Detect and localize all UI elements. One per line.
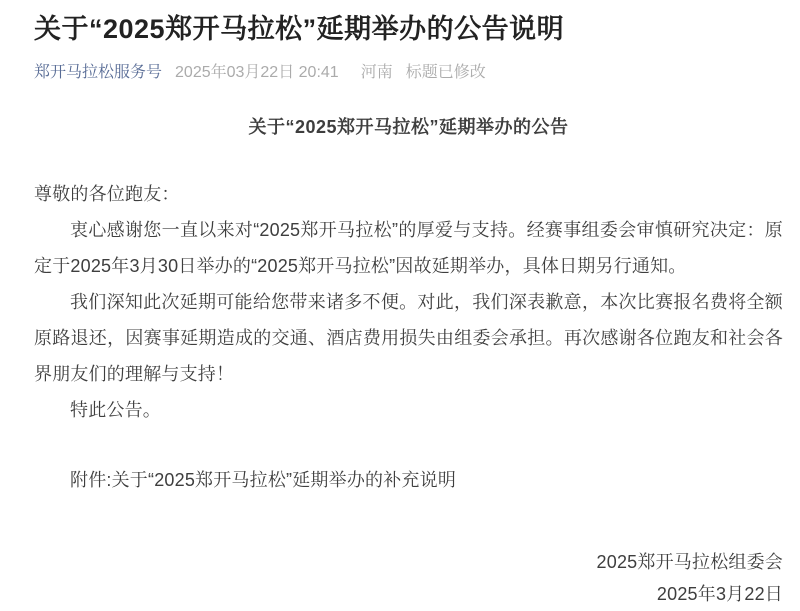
announcement-heading: 关于“2025郑开马拉松”延期举办的公告	[248, 117, 569, 137]
closing-line: 特此公告。	[70, 400, 161, 420]
salutation-line: 尊敬的各位跑友：	[34, 184, 180, 204]
signature-block	[34, 546, 783, 610]
account-name-link[interactable]: 郑开马拉松服务号	[34, 64, 163, 81]
article-body	[34, 176, 783, 498]
publish-datetime: 2025年03月22日 20:41	[175, 64, 339, 81]
article-meta-row	[34, 63, 783, 83]
paragraph-1: 衷心感谢您一直以来对“2025郑开马拉松”的厚爱与支持。经赛事组委会审慎研究决定：原定于2025年3月30日举办的“2025郑开马拉松”因故延期举办，具体日期另行通知。	[34, 220, 783, 276]
attachment-line: 附件:关于“2025郑开马拉松”延期举办的补充说明	[70, 470, 457, 490]
title-edited-badge: 标题已修改	[405, 64, 486, 81]
page-title: 关于“2025郑开马拉松”延期举办的公告说明	[34, 14, 565, 44]
publish-location: 河南	[360, 64, 393, 81]
signature-date: 2025年3月22日	[656, 584, 783, 604]
signature-org: 2025郑开马拉松组委会	[596, 552, 783, 572]
paragraph-2: 我们深知此次延期可能给您带来诸多不便。对此，我们深表歉意，本次比赛报名费将全额原路退还，因赛事延期造成的交通、酒店费用损失由组委会承担。再次感谢各位跑友和社会各界朋友们的理解与支持！	[34, 292, 783, 384]
